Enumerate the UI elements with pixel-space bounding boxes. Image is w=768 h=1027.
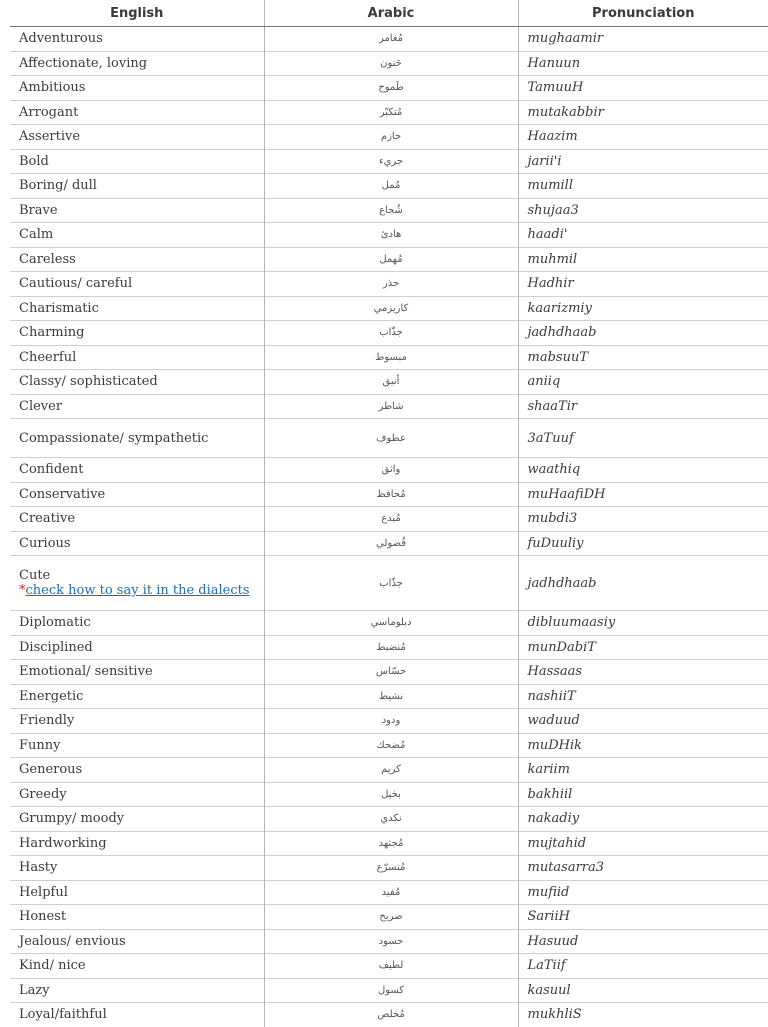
table-row: [10, 856, 768, 881]
arabic-word: مُغامر: [264, 27, 518, 52]
arabic-word: مُمل: [264, 174, 518, 199]
arabic-word: أنيق: [264, 370, 518, 395]
english-word-text: Classy/ sophisticated: [19, 374, 158, 390]
pronunciation: Hassaas: [518, 660, 768, 685]
english-word-text: Funny: [19, 737, 61, 753]
english-word: [10, 978, 264, 1003]
table-row: [10, 76, 768, 101]
english-word-text: Assertive: [19, 129, 81, 145]
pronunciation: munDabiT: [518, 635, 768, 660]
header-pronunciation: Pronunciation: [518, 0, 768, 27]
arabic-word: صريح: [264, 905, 518, 930]
arabic-word: مبسوط: [264, 345, 518, 370]
english-word: [10, 345, 264, 370]
pronunciation: aniiq: [518, 370, 768, 395]
table-row: [10, 807, 768, 832]
arabic-word: ودود: [264, 709, 518, 734]
english-word: [10, 370, 264, 395]
english-word: [10, 125, 264, 150]
pronunciation: Hasuud: [518, 929, 768, 954]
english-word-text: Cheerful: [19, 349, 77, 365]
english-word: [10, 709, 264, 734]
pronunciation: jarii'i: [518, 149, 768, 174]
english-word: [10, 507, 264, 532]
english-word-text: Cute: [19, 568, 51, 583]
table-row: [10, 100, 768, 125]
arabic-word: جذّاب: [264, 556, 518, 611]
arabic-word: بخيل: [264, 782, 518, 807]
arabic-word: مُفيد: [264, 880, 518, 905]
english-word: [10, 954, 264, 979]
pronunciation: LaTiif: [518, 954, 768, 979]
table-row: [10, 27, 768, 52]
english-word-text: Emotional/ sensitive: [19, 664, 153, 680]
english-word-text: Loyal/faithful: [19, 1007, 107, 1023]
arabic-word: مُبدع: [264, 507, 518, 532]
pronunciation: Hadhir: [518, 272, 768, 297]
english-word: [10, 758, 264, 783]
pronunciation: mabsuuT: [518, 345, 768, 370]
english-word-text: Clever: [19, 398, 63, 414]
english-word-text: Helpful: [19, 884, 68, 900]
pronunciation: Haazim: [518, 125, 768, 150]
english-word-text: Cautious/ careful: [19, 276, 133, 292]
english-word: [10, 807, 264, 832]
arabic-word: مُهمل: [264, 247, 518, 272]
english-word: [10, 905, 264, 930]
english-word: [10, 660, 264, 685]
table-row: [10, 929, 768, 954]
english-word-text: Generous: [19, 762, 83, 778]
pronunciation: nashiiT: [518, 684, 768, 709]
table-row: [10, 611, 768, 636]
english-word: [10, 880, 264, 905]
english-word: [10, 51, 264, 76]
english-word-text: Creative: [19, 511, 76, 527]
english-word-text: Disciplined: [19, 639, 93, 655]
arabic-word: جريء: [264, 149, 518, 174]
english-word-text: Compassionate/ sympathetic: [19, 430, 209, 446]
pronunciation: mubdi3: [518, 507, 768, 532]
table-row: [10, 978, 768, 1003]
english-word-text: Hardworking: [19, 835, 107, 851]
english-word-text: Greedy: [19, 786, 67, 802]
pronunciation: haadi': [518, 223, 768, 248]
english-word-text: Brave: [19, 202, 58, 218]
table-row: [10, 247, 768, 272]
english-word-text: Energetic: [19, 688, 84, 704]
table-row: [10, 709, 768, 734]
arabic-word: عطوف: [264, 419, 518, 458]
pronunciation: SariiH: [518, 905, 768, 930]
table-row: [10, 831, 768, 856]
pronunciation: jadhdhaab: [518, 556, 768, 611]
arabic-word: واثق: [264, 458, 518, 483]
pronunciation: shujaa3: [518, 198, 768, 223]
english-word: [10, 684, 264, 709]
table-row: [10, 198, 768, 223]
arabic-word: مُضحك: [264, 733, 518, 758]
pronunciation: Hanuun: [518, 51, 768, 76]
english-word: [10, 556, 264, 611]
english-word: [10, 482, 264, 507]
table-row: [10, 345, 768, 370]
english-word: [10, 149, 264, 174]
pronunciation: muDHik: [518, 733, 768, 758]
table-row: [10, 321, 768, 346]
pronunciation: mutakabbir: [518, 100, 768, 125]
english-word: [10, 76, 264, 101]
table-row: [10, 905, 768, 930]
english-word: [10, 27, 264, 52]
english-word: [10, 782, 264, 807]
english-word-text: Diplomatic: [19, 615, 91, 631]
pronunciation: mujtahid: [518, 831, 768, 856]
pronunciation: TamuuH: [518, 76, 768, 101]
english-word: [10, 611, 264, 636]
pronunciation: mukhliS: [518, 1003, 768, 1027]
english-word: [10, 174, 264, 199]
pronunciation: shaaTir: [518, 394, 768, 419]
table-row: [10, 782, 768, 807]
pronunciation: waduud: [518, 709, 768, 734]
arabic-word: مُنضبط: [264, 635, 518, 660]
table-row: [10, 556, 768, 611]
arabic-word: حذر: [264, 272, 518, 297]
arabic-word: نكدي: [264, 807, 518, 832]
english-word-text: Conservative: [19, 486, 106, 502]
english-word: [10, 223, 264, 248]
arabic-word: مُتسرّع: [264, 856, 518, 881]
pronunciation: dibluumaasiy: [518, 611, 768, 636]
arabic-word: حَنون: [264, 51, 518, 76]
table-row: [10, 370, 768, 395]
english-word-text: Lazy: [19, 982, 50, 998]
english-word-text: Honest: [19, 909, 67, 925]
english-word: [10, 635, 264, 660]
table-row: [10, 272, 768, 297]
arabic-word: مُحافظ: [264, 482, 518, 507]
arabic-word: حازم: [264, 125, 518, 150]
english-word: [10, 929, 264, 954]
arabic-word: لطيف: [264, 954, 518, 979]
arabic-word: طَموح: [264, 76, 518, 101]
english-word-text: Affectionate, loving: [19, 55, 148, 71]
table-row: [10, 635, 768, 660]
arabic-word: كاريزمي: [264, 296, 518, 321]
english-word: [10, 856, 264, 881]
english-word: [10, 531, 264, 556]
english-word: [10, 419, 264, 458]
table-row: [10, 660, 768, 685]
table-body: [10, 27, 768, 1027]
english-word: [10, 100, 264, 125]
pronunciation: muhmil: [518, 247, 768, 272]
english-word-text: Confident: [19, 462, 84, 478]
arabic-word: مُجتهد: [264, 831, 518, 856]
pronunciation: waathiq: [518, 458, 768, 483]
pronunciation: muHaafiDH: [518, 482, 768, 507]
english-word-text: Hasty: [19, 860, 58, 876]
arabic-word: كسول: [264, 978, 518, 1003]
english-word: [10, 247, 264, 272]
pronunciation: nakadiy: [518, 807, 768, 832]
english-word: [10, 198, 264, 223]
pronunciation: mutasarra3: [518, 856, 768, 881]
table-row: [10, 419, 768, 458]
table-row: [10, 1003, 768, 1027]
table-row: [10, 880, 768, 905]
arabic-word: دبلوماسي: [264, 611, 518, 636]
header-english: English: [10, 0, 264, 27]
header-arabic: Arabic: [264, 0, 518, 27]
english-word-text: Charismatic: [19, 300, 99, 316]
pronunciation: jadhdhaab: [518, 321, 768, 346]
table-header-row: [10, 0, 768, 27]
english-word: [10, 321, 264, 346]
pronunciation: mufiid: [518, 880, 768, 905]
table-row: [10, 125, 768, 150]
table-row: [10, 51, 768, 76]
english-word-text: Boring/ dull: [19, 178, 97, 194]
table-row: [10, 758, 768, 783]
english-word-text: Grumpy/ moody: [19, 811, 125, 827]
dialects-link[interactable]: check how to say it in the dialects: [25, 583, 250, 598]
vocabulary-table: [10, 0, 768, 1027]
english-word: [10, 296, 264, 321]
table-row: [10, 394, 768, 419]
pronunciation: bakhiil: [518, 782, 768, 807]
table-row: [10, 149, 768, 174]
arabic-word: فُضولي: [264, 531, 518, 556]
english-word-text: Arrogant: [19, 104, 79, 120]
arabic-word: مُخلص: [264, 1003, 518, 1027]
english-word-text: Friendly: [19, 713, 75, 729]
english-word-text: Charming: [19, 325, 85, 341]
table-row: [10, 684, 768, 709]
table-row: [10, 174, 768, 199]
english-word-text: Curious: [19, 535, 71, 551]
english-word-text: Calm: [19, 227, 54, 243]
table-row: [10, 482, 768, 507]
arabic-word: نشيط: [264, 684, 518, 709]
english-word: [10, 1003, 264, 1027]
english-word-text: Adventurous: [19, 31, 103, 47]
english-word-text: Kind/ nice: [19, 958, 86, 974]
table-row: [10, 531, 768, 556]
english-word-text: Ambitious: [19, 80, 86, 96]
table-row: [10, 296, 768, 321]
table-row: [10, 507, 768, 532]
english-word: [10, 733, 264, 758]
pronunciation: fuDuuliy: [518, 531, 768, 556]
arabic-word: مُتكبّر: [264, 100, 518, 125]
english-word-text: Bold: [19, 153, 49, 169]
table-row: [10, 733, 768, 758]
arabic-word: كريم: [264, 758, 518, 783]
pronunciation: mughaamir: [518, 27, 768, 52]
english-word-text: Jealous/ envious: [19, 933, 126, 949]
table-row: [10, 223, 768, 248]
arabic-word: حسّاس: [264, 660, 518, 685]
english-word: [10, 272, 264, 297]
arabic-word: هادئ: [264, 223, 518, 248]
arabic-word: شُجاع: [264, 198, 518, 223]
table-row: [10, 954, 768, 979]
english-word: [10, 458, 264, 483]
note-asterisk: *: [19, 583, 26, 598]
pronunciation: mumill: [518, 174, 768, 199]
table-row: [10, 458, 768, 483]
pronunciation: kariim: [518, 758, 768, 783]
arabic-word: جذّاب: [264, 321, 518, 346]
pronunciation: 3aTuuf: [518, 419, 768, 458]
pronunciation: kaarizmiy: [518, 296, 768, 321]
english-word-text: Careless: [19, 251, 76, 267]
arabic-word: شاطر: [264, 394, 518, 419]
english-word: [10, 394, 264, 419]
pronunciation: kasuul: [518, 978, 768, 1003]
english-word: [10, 831, 264, 856]
arabic-word: حسود: [264, 929, 518, 954]
